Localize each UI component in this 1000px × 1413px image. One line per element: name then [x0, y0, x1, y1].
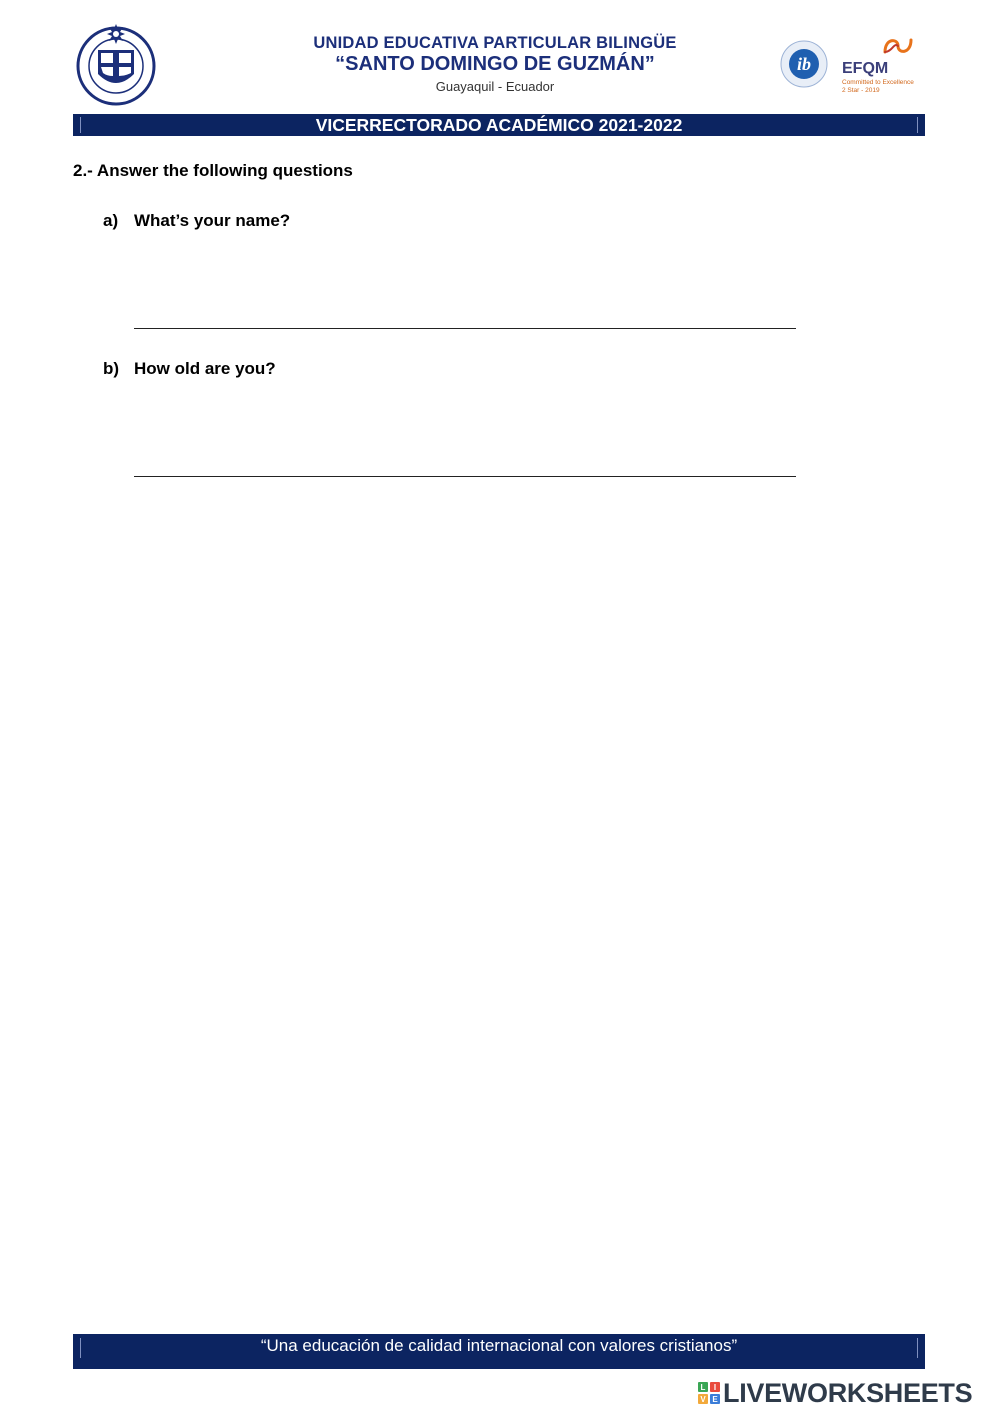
- liveworksheets-wordmark: LIVEWORKSHEETS: [723, 1378, 973, 1408]
- title-bar-text: VICERRECTORADO ACADÉMICO 2021-2022: [315, 115, 683, 135]
- question-marker: a): [103, 211, 119, 230]
- svg-text:ib: ib: [796, 54, 812, 74]
- efqm-logo: [838, 34, 920, 96]
- school-crest-logo: [72, 16, 160, 108]
- ib-logo: [780, 40, 828, 88]
- title-bar: [73, 114, 925, 136]
- answer-line-b[interactable]: [134, 476, 796, 477]
- question-marker: b): [103, 359, 120, 378]
- question-text: How old are you?: [134, 359, 276, 378]
- school-name-line2: “SANTO DOMINGO DE GUZMÁN”: [335, 53, 655, 75]
- school-name-line1: UNIDAD EDUCATIVA PARTICULAR BILINGÜE: [313, 34, 677, 52]
- svg-text:V: V: [700, 1395, 706, 1404]
- svg-text:L: L: [700, 1383, 706, 1392]
- footer-slogan: “Una educación de calidad internacional con valores cristianos”: [260, 1336, 738, 1355]
- footer-divider-right: [917, 1338, 918, 1358]
- svg-text:E: E: [712, 1395, 718, 1404]
- liveworksheets-icon: [698, 1382, 720, 1404]
- efqm-star-level: 2 Star - 2019: [842, 87, 880, 94]
- answer-line-a[interactable]: [134, 328, 796, 329]
- section-heading: 2.- Answer the following questions: [73, 161, 353, 180]
- efqm-subtitle: Committed to Excellence: [842, 79, 914, 86]
- title-bar-divider-right: [917, 117, 918, 133]
- question-text: What’s your name?: [134, 211, 291, 230]
- school-location: Guayaquil - Ecuador: [435, 79, 555, 94]
- svg-text:I: I: [713, 1383, 717, 1392]
- footer-bar: [73, 1334, 925, 1369]
- efqm-wordmark: EFQM: [842, 60, 889, 77]
